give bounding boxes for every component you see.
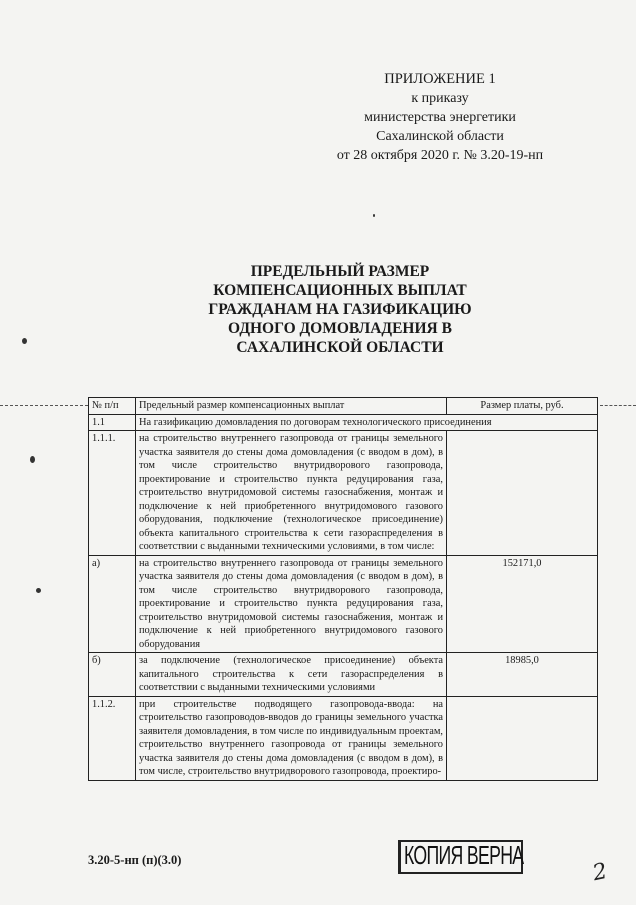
- title-line-2: КОМПЕНСАЦИОННЫХ ВЫПЛАТ: [213, 282, 467, 299]
- document-title: [180, 262, 500, 357]
- row-description: за подключение (технологическое присоединение) объекта капитального строительства к сети газораспределения в соответствии с выданными техническими условиями: [136, 653, 447, 697]
- certified-copy-stamp: [398, 836, 522, 874]
- document-code: 3.20-5-нп (п)(3.0): [88, 853, 182, 867]
- row-num: б): [89, 653, 136, 697]
- appendix-heading: ПРИЛОЖЕНИЕ 1: [384, 71, 496, 87]
- row-description: на строительство внутреннего газопровода от границы земельного участка заявителя до стены дома домовладения (с вводом в дом), в том числе строительство внутридворового газопровода, проектирование и строительство пункта редуцирования газа, строительство внутридомовой системы газоснабжения, монтаж и подключение к ней приобретенного внутридомового газового оборудования, подключение (технологическое присоединение) объекта капитального строительства к сети газораспределения в соответствии с выданными техническими условиями, в том числе:: [136, 431, 447, 556]
- title-line-3: ГРАЖДАНАМ НА ГАЗИФИКАЦИЮ: [208, 301, 472, 318]
- title-line-1: ПРЕДЕЛЬНЫЙ РАЗМЕР: [250, 263, 430, 280]
- margin-dashed-line-right: [600, 405, 636, 406]
- margin-dashed-line-left: [0, 405, 88, 406]
- title-line-4: ОДНОГО ДОМОВЛАДЕНИЯ В: [228, 320, 452, 337]
- row-description: на строительство внутреннего газопровода от границы земельного участка заявителя до стены дома домовладения (с вводом в дом), в том числе строительство внутридворового газопровода, проектирование и строительство пункта редуцирования газа, строительство внутридомовой системы газоснабжения, монтаж и подключение к ней приобретенного внутридомового газового оборудования: [136, 555, 447, 653]
- row-num: 1.1.1.: [89, 431, 136, 556]
- scan-speck: [30, 456, 35, 463]
- scan-speck: [22, 338, 27, 344]
- header-num: № п/п: [89, 398, 136, 415]
- table-row: [89, 653, 598, 697]
- row-description: при строительстве подводящего газопровода-ввода: на строительство газопроводов-вводов до границы земельного участка заявителя домовладения, в том числе по индивидуальным проектам, строительство внутреннего газопровода от границы земельного участка заявителя до стены дома домовладения (с вводом в дом), в том числе, строительство внутридворового газопровода, проектиро-: [136, 696, 447, 780]
- row-amount: 18985,0: [447, 653, 598, 697]
- table-row: [89, 414, 598, 431]
- row-amount: [447, 431, 598, 556]
- row-amount: 152171,0: [447, 555, 598, 653]
- table-row: [89, 555, 598, 653]
- row-amount: [447, 696, 598, 780]
- scan-speck: [36, 588, 41, 593]
- header-description: Предельный размер компенсационных выплат: [136, 398, 447, 415]
- appendix-line-2: министерства энергетики: [364, 110, 516, 125]
- stamp-text: КОПИЯ ВЕРНА: [404, 840, 524, 870]
- row-num: а): [89, 555, 136, 653]
- handwritten-page-number: 2: [590, 858, 610, 887]
- row-num: 1.1: [89, 414, 136, 431]
- row-num: 1.1.2.: [89, 696, 136, 780]
- header-amount: Размер платы, руб.: [447, 398, 598, 415]
- table-header-row: [89, 398, 598, 415]
- appendix-line-4: от 28 октября 2020 г. № 3.20-19-нп: [336, 148, 544, 163]
- table-row: [89, 431, 598, 556]
- title-line-5: САХАЛИНСКОЙ ОБЛАСТИ: [236, 339, 444, 356]
- scan-speck: [373, 214, 375, 217]
- appendix-line-1: к приказу: [411, 91, 469, 106]
- appendix-line-3: Сахалинской области: [376, 129, 504, 144]
- row-description: На газификацию домовладения по договорам технологического присоединения: [136, 414, 598, 431]
- table-row: [89, 696, 598, 780]
- compensation-table: [88, 397, 598, 781]
- appendix-block: [300, 70, 580, 165]
